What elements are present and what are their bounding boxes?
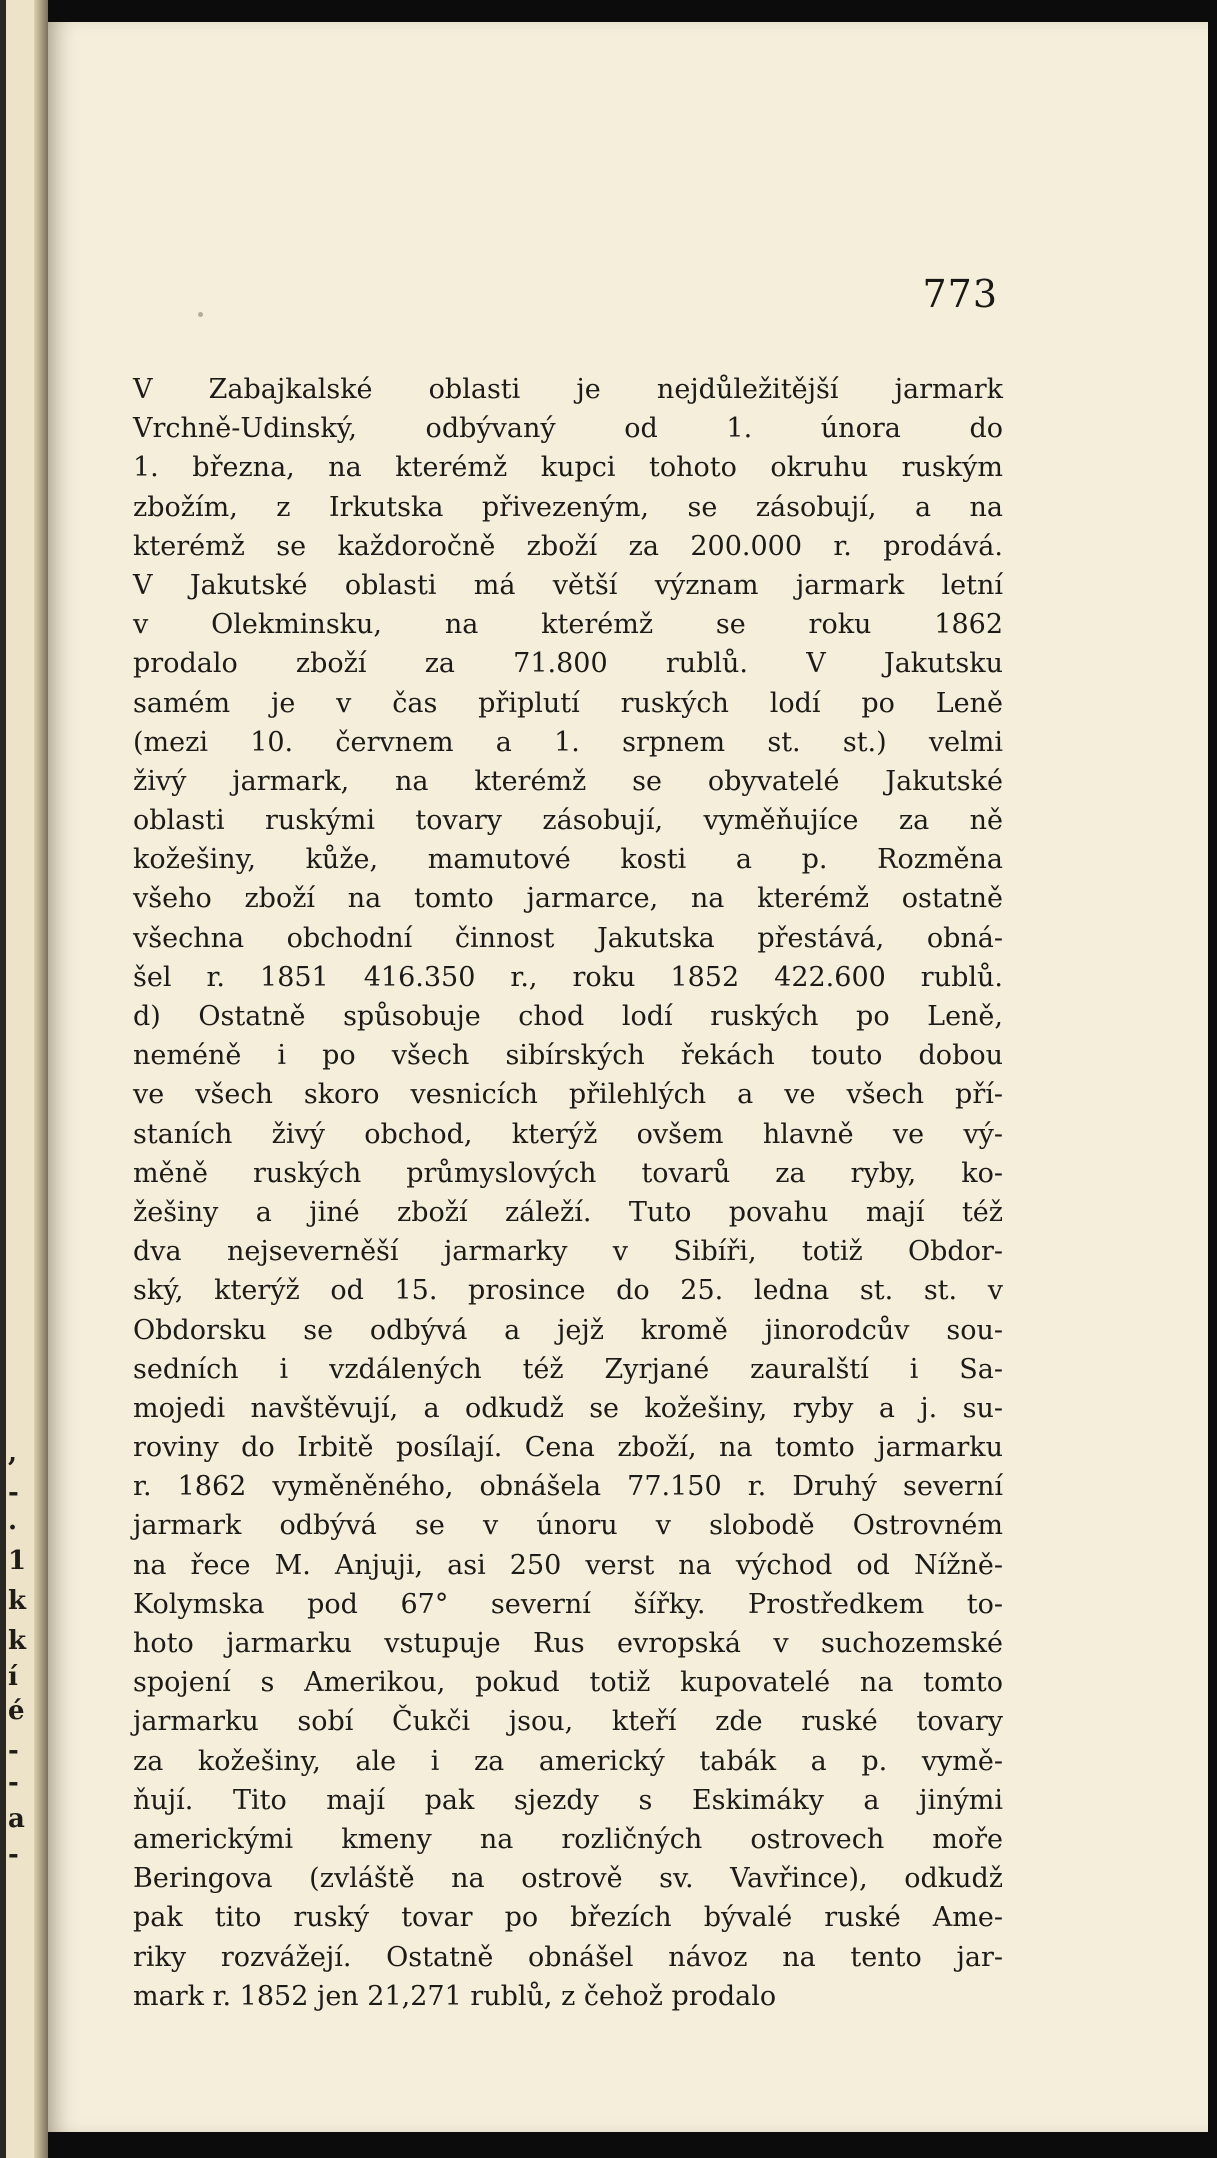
- text-line: šel r. 1851 416.350 r., roku 1852 422.600 rublů.: [133, 961, 1003, 993]
- text-line: neméně i po všech sibírských řekách touto dobou: [133, 1040, 1003, 1072]
- margin-fragment: -: [8, 1478, 19, 1508]
- text-line: pak tito ruský tovar po březích bývalé ruské Ame-: [133, 1902, 1003, 1934]
- text-line: samém je v čas připlutí ruských lodí po Leně: [133, 687, 1003, 719]
- text-line: ský, kterýž od 15. prosince do 25. ledna st. st. v: [133, 1275, 1003, 1307]
- margin-fragment: -: [8, 1840, 19, 1870]
- book-page: [48, 22, 1208, 2132]
- margin-fragment: -: [8, 1768, 19, 1798]
- text-line: jarmark odbývá se v únoru v slobodě Ostrovném: [133, 1510, 1003, 1542]
- margin-fragment: 1: [8, 1546, 27, 1576]
- book-gutter: [34, 0, 48, 2158]
- text-line: roviny do Irbitě posílají. Cena zboží, na tomto jarmarku: [133, 1432, 1003, 1464]
- text-line: jarmarku sobí Čukči jsou, kteří zde ruské tovary: [133, 1706, 1003, 1738]
- text-line: kožešiny, kůže, mamutové kosti a p. Rozměna: [133, 844, 1003, 876]
- text-line: kterémž se každoročně zboží za 200.000 r. prodává.: [133, 530, 1003, 562]
- text-line: prodalo zboží za 71.800 rublů. V Jakutsku: [133, 648, 1003, 680]
- text-line: Kolymska pod 67° severní šířky. Prostředkem to-: [133, 1588, 1003, 1620]
- text-line: sedních i vzdálených též Zyrjané zauralští i Sa-: [133, 1353, 1003, 1385]
- book-edge: [0, 0, 6, 2158]
- text-line: V Zabajkalské oblasti je nejdůležitější jarmark: [133, 374, 1003, 405]
- text-line: v Olekminsku, na kterémž se roku 1862: [133, 609, 1003, 641]
- margin-fragment: é: [8, 1696, 25, 1726]
- margin-fragment: k: [8, 1586, 27, 1616]
- text-line: všeho zboží na tomto jarmarce, na kterémž ostatně: [133, 883, 1003, 915]
- text-line: za kožešiny, ale i za americký tabák a p. vymě-: [133, 1745, 1003, 1777]
- text-line: riky rozvážejí. Ostatně obnášel návoz na tento jar-: [133, 1941, 1003, 1973]
- text-line: ve všech skoro vesnicích přilehlých a ve všech pří-: [133, 1079, 1003, 1111]
- text-line: Vrchně-Udinský, odbývaný od 1. února do: [133, 413, 1003, 445]
- text-line: (mezi 10. červnem a 1. srpnem st. st.) velmi: [133, 726, 1003, 758]
- text-line: zbožím, z Irkutska přivezeným, se zásobují, a na: [133, 491, 1003, 523]
- margin-fragment: .: [8, 1506, 18, 1536]
- text-line: staních živý obchod, kterýž ovšem hlavně ve vý-: [133, 1118, 1003, 1150]
- text-line: všechna obchodní činnost Jakutska přestává, obná-: [133, 922, 1003, 954]
- text-line: živý jarmark, na kterémž se obyvatelé Jakutské: [133, 765, 1003, 797]
- text-line: 1. března, na kterémž kupci tohoto okruhu ruským: [133, 452, 1003, 484]
- text-line: na řece M. Anjuji, asi 250 verst na východ od Nížně-: [133, 1549, 1003, 1581]
- margin-fragment: a: [8, 1804, 25, 1834]
- text-line: ňují. Tito mají pak sjezdy s Eskimáky a jinými: [133, 1784, 1003, 1816]
- body-text: [133, 370, 1003, 2016]
- margin-fragment: k: [8, 1626, 27, 1656]
- text-line: Obdorsku se odbývá a jejž kromě jinorodcův sou-: [133, 1314, 1003, 1346]
- text-line: oblasti ruskými tovary zásobují, vyměňujíce za ně: [133, 805, 1003, 837]
- text-line: měně ruských průmyslových tovarů za ryby, ko-: [133, 1157, 1003, 1189]
- text-line: mojedi navštěvují, a odkudž se kožešiny, ryby a j. su-: [133, 1392, 1003, 1424]
- text-line: dva nejseverněší jarmarky v Sibíři, totiž Obdor-: [133, 1236, 1003, 1268]
- margin-fragment: ,: [8, 1438, 18, 1468]
- text-line: mark r. 1852 jen 21,271 rublů, z čehož prodalo: [133, 1980, 777, 2012]
- text-line: žešiny a jiné zboží záleží. Tuto povahu mají též: [133, 1196, 1003, 1228]
- text-line: d) Ostatně spůsobuje chod lodí ruských po Leně,: [133, 1001, 1003, 1032]
- text-line: V Jakutské oblasti má větší význam jarmark letní: [133, 569, 1003, 601]
- text-line: r. 1862 vyměněného, obnášela 77.150 r. Druhý severní: [133, 1471, 1003, 1503]
- margin-fragment: -: [8, 1736, 19, 1766]
- text-line: spojení s Amerikou, pokud totiž kupovatelé na tomto: [133, 1667, 1003, 1699]
- text-line: hoto jarmarku vstupuje Rus evropská v suchozemské: [133, 1628, 1003, 1659]
- adjacent-page-edge: [0, 0, 48, 2158]
- paper-speck: [198, 312, 203, 317]
- text-line: Beringova (zvláště na ostrově sv. Vavřince), odkudž: [133, 1863, 1003, 1895]
- page-number: 773: [922, 272, 998, 316]
- margin-fragment: í: [8, 1662, 18, 1692]
- text-line: americkými kmeny na rozličných ostrovech moře: [133, 1823, 1003, 1855]
